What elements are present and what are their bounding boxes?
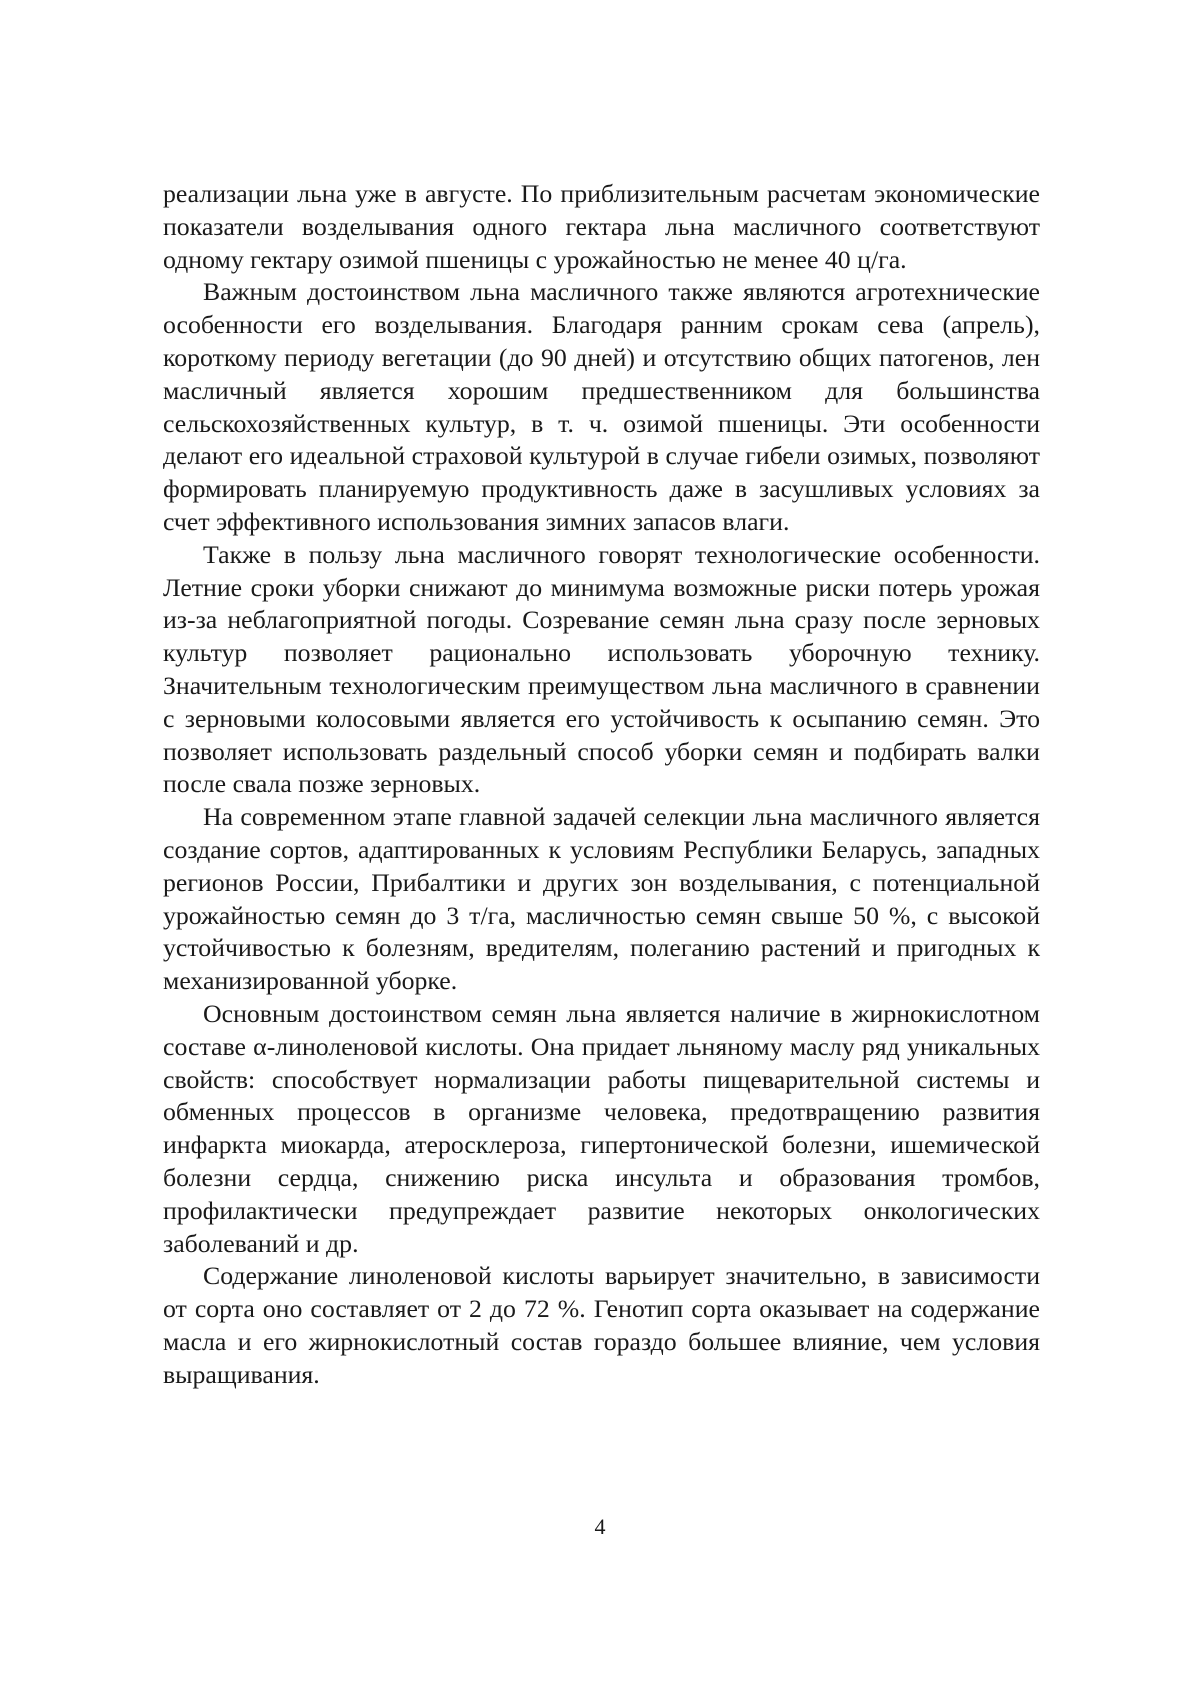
page-number: 4 (594, 1514, 606, 1539)
paragraph-6: Содержание линоленовой кислоты варьирует значительно, в зависимости от сорта оно составляет от 2 до 72 %. Генотип сорта оказывает на содержание масла и его жирнокислотный состав гораздо большее влияние, чем условия выращивания. (163, 1261, 1040, 1389)
paragraph-2: Важным достоинством льна масличного также являются агротехнические особенности его возделывания. Благодаря ранним срокам сева (апрель), короткому периоду вегетации (до 90 дней) и отсутствию общих патогенов, лен масличный является хорошим предшественником для большинства сельскохозяйственных культур, в т. ч. озимой пшеницы. Эти особенности делают его идеальной страховой культурой в случае гибели озимых, позволяют формировать планируемую продуктивность даже в засушливых условиях за счет эффективного использования зимних запасов влаги. (163, 277, 1040, 536)
body-text (163, 178, 1040, 1391)
paragraph-4: На современном этапе главной задачей селекции льна масличного является создание сортов, адаптированных к условиям Республики Беларусь, западных регионов России, Прибалтики и других зон возделывания, с потенциальной урожайностью семян до 3 т/га, масличностью семян свыше 50 %, с высокой устойчивостью к болезням, вредителям, полеганию растений и пригодных к механизированной уборке. (163, 802, 1040, 996)
paragraph-3: Также в пользу льна масличного говорят технологические особенности. Летние сроки уборки снижают до минимума возможные риски потерь урожая из-за неблагоприятной погоды. Созревание семян льна сразу после зерновых культур позволяет рационально использовать уборочную технику. Значительным технологическим преимуществом льна масличного в сравнении с зерновыми колосовыми является его устойчивость к осыпанию семян. Это позволяет использовать раздельный способ уборки семян и подбирать валки после свала позже зерновых. (163, 539, 1040, 799)
paragraph-5: Основным достоинством семян льна является наличие в жирнокислотном составе α-линоленовой кислоты. Она придает льняному маслу ряд уникальных свойств: способствует нормализации работы пищеварительной системы и обменных процессов в организме человека, предотвращению развития инфаркта миокарда, атеросклероза, гипертонической болезни, ишемической болезни сердца, снижению риска инсульта и образования тромбов, профилактически предупреждает развитие некоторых онкологических заболеваний и др. (163, 998, 1040, 1258)
paragraph-1: реализации льна уже в августе. По приблизительным расчетам экономические показатели возделывания одного гектара льна масличного соответствуют одному гектару озимой пшеницы с урожайностью не менее 40 ц/га. (163, 179, 1040, 274)
